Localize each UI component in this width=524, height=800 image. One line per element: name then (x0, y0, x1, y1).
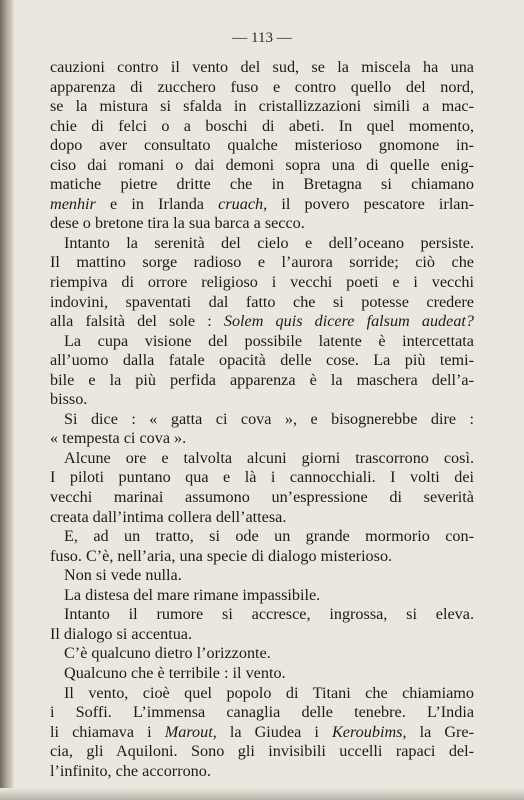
text-segment: Non si vede nulla. (64, 566, 182, 585)
page-bottom-edge (0, 788, 524, 800)
text-line (50, 78, 474, 98)
text-segment: dese o bretone tira la sua barca a secco. (50, 214, 305, 233)
text-line (50, 156, 474, 176)
text-segment: e in Irlanda (95, 194, 219, 213)
text-segment: matiche pietre dritte che in Bretagna si chiamano (50, 175, 474, 194)
text-line (50, 449, 474, 469)
text-line (50, 273, 474, 293)
text-segment: Il mattino sorge radioso e l’aurora sorride; ciò che (50, 253, 474, 272)
text-line (50, 351, 474, 371)
text-line (50, 742, 474, 762)
text-line (50, 644, 474, 664)
text-line (50, 195, 474, 215)
text-segment: ciso dai romani o dai demoni sopra una di quelle enig- (50, 155, 474, 174)
text-segment: C’è qualcuno dietro l’orizzonte. (64, 644, 271, 663)
text-line (50, 97, 474, 117)
text-line (50, 586, 474, 606)
text-line (50, 371, 474, 391)
text-line (50, 723, 474, 743)
text-line (50, 508, 474, 528)
text-segment: , la Giudea i (212, 722, 332, 741)
italic-text: Keroubims (332, 722, 403, 741)
text-line (50, 234, 474, 254)
text-segment: all’uomo dalla fatale opacità delle cose. La più temi- (50, 351, 474, 370)
text-segment: apparenza di zucchero fuso e contro quello del nord, (50, 77, 474, 96)
text-line (50, 136, 474, 156)
text-segment: La distesa del mare rimane impassibile. (64, 585, 321, 604)
text-segment: i Soffi. L’immensa canaglia delle tenebre. L’India (50, 703, 474, 722)
text-segment: bile e la più perfida apparenza è la maschera dell’a- (50, 370, 474, 389)
text-line (50, 605, 474, 625)
text-line (50, 664, 474, 684)
text-line (50, 468, 474, 488)
text-line (50, 566, 474, 586)
italic-text: cruach (218, 194, 264, 213)
text-segment: Si dice : « gatta ci cova », e bisognerebbe dire : (64, 409, 474, 428)
text-segment: chie di felci o a boschi di abeti. In quel momento, (50, 116, 474, 135)
text-segment: riempiva di orrore religioso i vecchi poeti e i vecchi (50, 273, 474, 292)
page-binding-shadow (0, 0, 14, 800)
text-line (50, 527, 474, 547)
text-line (50, 390, 474, 410)
text-segment: indovini, spaventati dal fatto che si potesse credere (50, 292, 474, 311)
text-segment: cauzioni contro il vento del sud, se la miscela ha una (50, 58, 474, 76)
text-line (50, 58, 474, 78)
text-segment: Intanto la serenità del cielo e dell’oceano persiste. (64, 233, 474, 252)
text-segment: li chiamava i (50, 722, 165, 741)
italic-text: Marout (164, 722, 213, 741)
italic-text: menhir (50, 194, 96, 213)
text-segment: Il dialogo si accentua. (50, 624, 193, 643)
text-segment: alla falsità del sole : (50, 312, 224, 331)
italic-text: Solem quis dicere falsum audeat? (223, 312, 475, 331)
text-line (50, 547, 474, 567)
text-line (50, 625, 474, 645)
text-segment: se la mistura si sfalda in cristallizzazioni simili a mac- (50, 97, 474, 116)
text-segment: vecchi marinai assumono un’espressione di severità (50, 488, 474, 507)
page-number: — 113 — (232, 30, 292, 46)
text-segment: creata dall’intima collera dell’attesa. (50, 507, 287, 526)
text-segment: dopo aver consultato qualche misterioso gnomone in- (50, 136, 474, 155)
text-line (50, 312, 474, 332)
text-line (50, 332, 474, 352)
text-segment: I piloti puntano qua e là i cannocchiali. I volti dei (50, 468, 474, 487)
text-segment: l’infinito, che accorrono. (50, 761, 211, 780)
text-segment: cia, gli Aquiloni. Sono gli invisibili uccelli rapaci del- (50, 742, 474, 761)
text-segment: Alcune ore e talvolta alcuni giorni trascorrono così. (64, 448, 474, 467)
text-segment: , la Gre- (402, 722, 474, 741)
text-segment: La cupa visione del possibile latente è intercettata (64, 331, 474, 350)
text-line (50, 684, 474, 704)
text-line (50, 175, 474, 195)
text-line (50, 117, 474, 137)
text-line (50, 488, 474, 508)
text-line (50, 762, 474, 782)
text-segment: Qualcuno che è terribile : il vento. (64, 663, 286, 682)
body-text (50, 58, 474, 781)
text-line (50, 703, 474, 723)
text-segment: Il vento, cioè quel popolo di Titani che chiamiamo (64, 683, 474, 702)
text-segment: , il povero pescatore irlan- (263, 194, 474, 213)
text-segment: Intanto il rumore si accresce, ingrossa, si eleva. (64, 605, 474, 624)
text-segment: bisso. (50, 390, 88, 409)
text-line (50, 214, 474, 234)
text-line (50, 429, 474, 449)
text-segment: E, ad un tratto, si ode un grande mormorio con- (64, 527, 474, 546)
text-line (50, 293, 474, 313)
text-line (50, 253, 474, 273)
text-segment: fuso. C’è, nell’aria, una specie di dialogo misterioso. (50, 546, 393, 565)
text-line (50, 410, 474, 430)
text-segment: « tempesta ci cova ». (50, 429, 187, 448)
